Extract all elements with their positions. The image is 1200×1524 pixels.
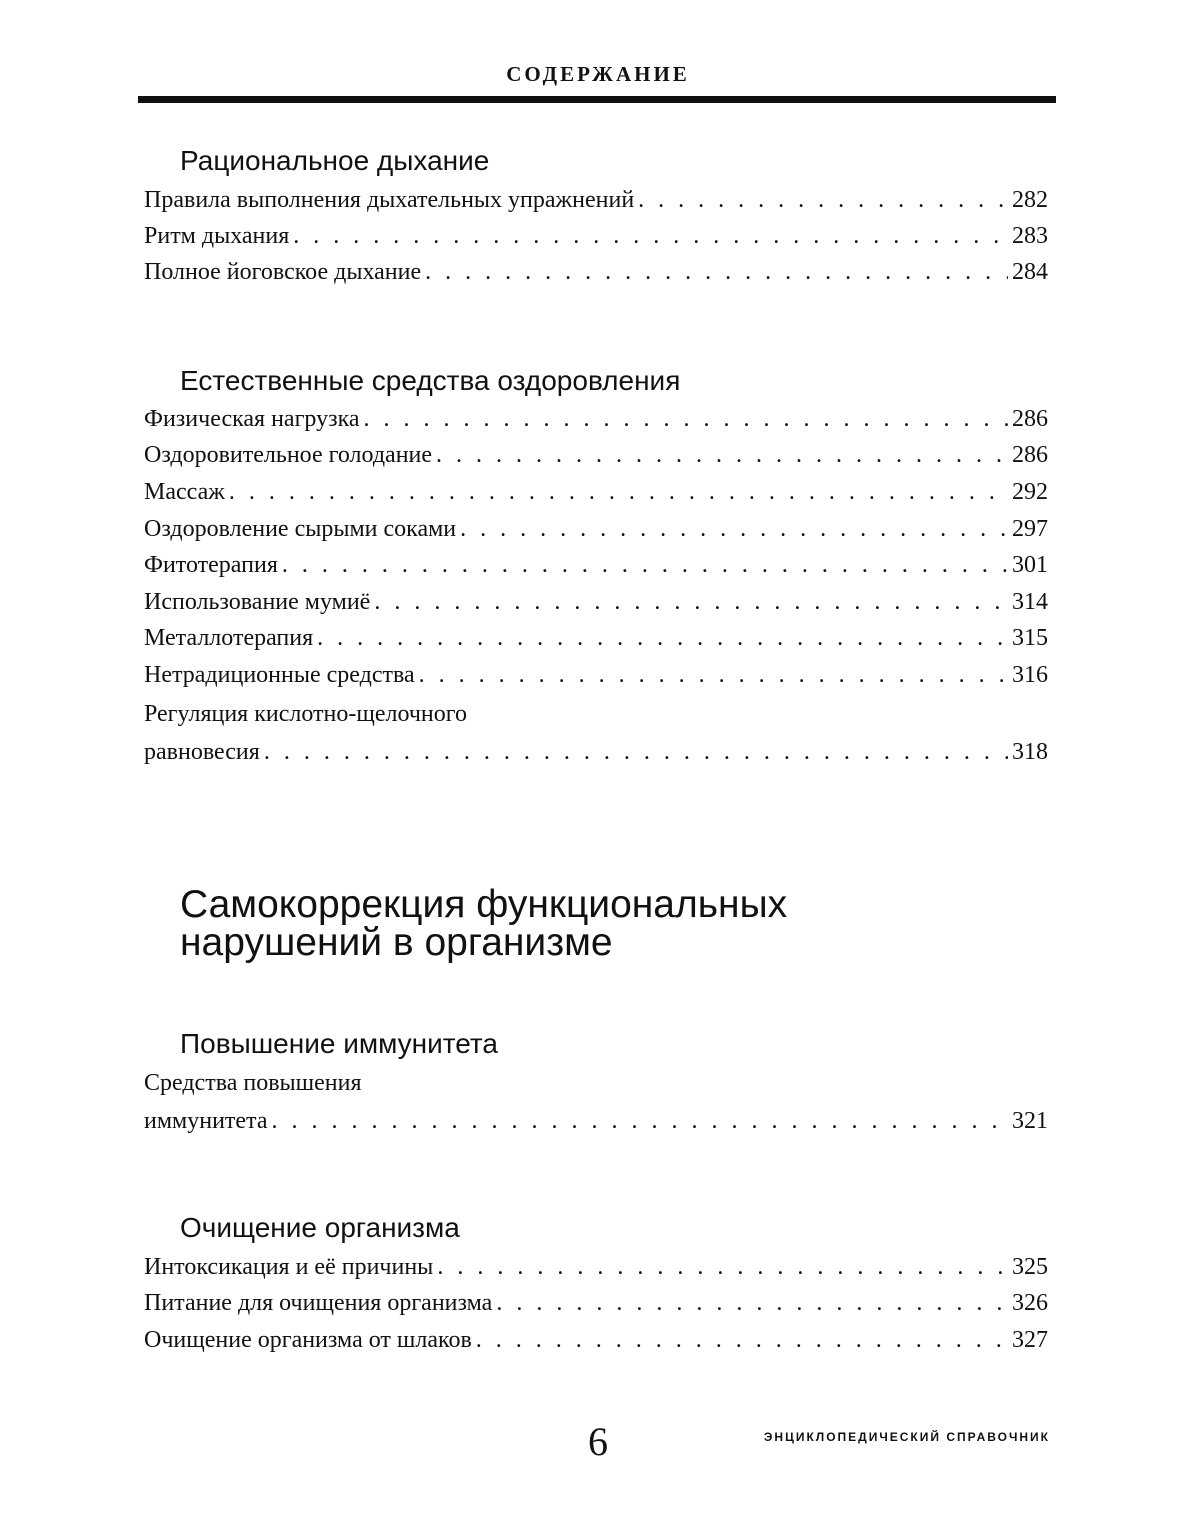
toc-entry[interactable] <box>144 1322 1048 1358</box>
part-title-line: Самокоррекция функциональных <box>180 883 788 926</box>
toc-entry[interactable] <box>144 1285 1048 1321</box>
dot-leader <box>638 182 1008 218</box>
toc-entry-title: Ритм дыхания <box>144 223 290 249</box>
toc-entry-page: 292 <box>1012 479 1048 505</box>
toc-entry-page: 326 <box>1012 1290 1048 1316</box>
toc-entry[interactable] <box>144 695 1048 771</box>
toc-entry-page: 283 <box>1012 223 1048 249</box>
toc-entry[interactable] <box>144 1064 1048 1140</box>
section-title: Повышение иммунитета <box>180 1028 498 1059</box>
dot-leader <box>264 733 1008 771</box>
dot-leader <box>496 1285 1008 1321</box>
section-title: Очищение организма <box>180 1212 460 1243</box>
toc-entry[interactable] <box>144 547 1048 583</box>
toc-entry-page: 286 <box>1012 442 1048 468</box>
toc-entry[interactable] <box>144 620 1048 656</box>
toc-entry[interactable] <box>144 254 1048 290</box>
toc-entry-title: Фитотерапия <box>144 552 278 578</box>
toc-entry[interactable] <box>144 218 1048 254</box>
dot-leader <box>317 620 1008 656</box>
toc-entry-page: 327 <box>1012 1327 1048 1353</box>
toc-entry-title: Правила выполнения дыхательных упражнений <box>144 187 635 213</box>
toc-entry-title-continued: равновесия <box>144 739 260 765</box>
toc-entry-title: Оздоровление сырыми соками <box>144 516 457 542</box>
toc-entry-title: Использование мумиё <box>144 589 371 615</box>
toc-entry-page: 282 <box>1012 187 1048 213</box>
header-rule <box>138 96 1056 103</box>
toc-entry-page: 321 <box>1012 1108 1048 1134</box>
dot-leader <box>437 1249 1008 1285</box>
part-title-line: нарушений в организме <box>180 921 613 964</box>
toc-entry-page: 286 <box>1012 406 1048 432</box>
dot-leader <box>476 1322 1008 1358</box>
toc-entry-title: Регуляция кислотно-щелочного <box>144 701 468 727</box>
toc-entry-title: Питание для очищения организма <box>144 1290 493 1316</box>
toc-entry-title: Физическая нагрузка <box>144 406 360 432</box>
toc-entry-title: Нетрадиционные средства <box>144 662 415 688</box>
toc-entry-title: Средства повышения <box>144 1070 362 1096</box>
toc-entry-page: 297 <box>1012 516 1048 542</box>
toc-entry[interactable] <box>144 474 1048 510</box>
toc-entry-title-continued: иммунитета <box>144 1108 268 1134</box>
page-number: 6 <box>588 1419 608 1464</box>
toc-entry-title: Очищение организма от шлаков <box>144 1327 472 1353</box>
toc-entry-page: 316 <box>1012 662 1048 688</box>
dot-leader <box>364 401 1008 437</box>
toc-entry-title: Интоксикация и её причины <box>144 1254 434 1280</box>
toc-entry[interactable] <box>144 584 1048 620</box>
toc-entry[interactable] <box>144 437 1048 473</box>
dot-leader <box>425 254 1008 290</box>
running-head: СОДЕРЖАНИЕ <box>506 62 690 86</box>
toc-entry[interactable] <box>144 182 1048 218</box>
toc-entry-page: 325 <box>1012 1254 1048 1280</box>
toc-entry-page: 284 <box>1012 259 1048 285</box>
dot-leader <box>419 657 1008 693</box>
toc-entry[interactable] <box>144 401 1048 437</box>
dot-leader <box>374 584 1008 620</box>
toc-entry-title: Металлотерапия <box>144 625 314 651</box>
dot-leader <box>293 218 1008 254</box>
section-title: Рациональное дыхание <box>180 145 490 176</box>
dot-leader <box>271 1102 1008 1140</box>
toc-entry-title: Массаж <box>144 479 225 505</box>
toc-entry-title: Полное йоговское дыхание <box>144 259 422 285</box>
toc-entry-title: Оздоровительное голодание <box>144 442 433 468</box>
toc-entry[interactable] <box>144 511 1048 547</box>
book-title: ЭНЦИКЛОПЕДИЧЕСКИЙ СПРАВОЧНИК <box>763 1430 1050 1444</box>
toc-entry-page: 314 <box>1012 589 1048 615</box>
toc-entry[interactable] <box>144 657 1048 693</box>
dot-leader <box>229 474 1008 510</box>
toc-entry-page: 318 <box>1012 739 1048 765</box>
dot-leader <box>460 511 1008 547</box>
dot-leader <box>282 547 1008 583</box>
dot-leader <box>436 437 1008 473</box>
section-title: Естественные средства оздоровления <box>180 365 681 396</box>
part-title <box>180 883 1040 964</box>
toc-entry-page: 301 <box>1012 552 1048 578</box>
toc-entry[interactable] <box>144 1249 1048 1285</box>
toc-entry-page: 315 <box>1012 625 1048 651</box>
